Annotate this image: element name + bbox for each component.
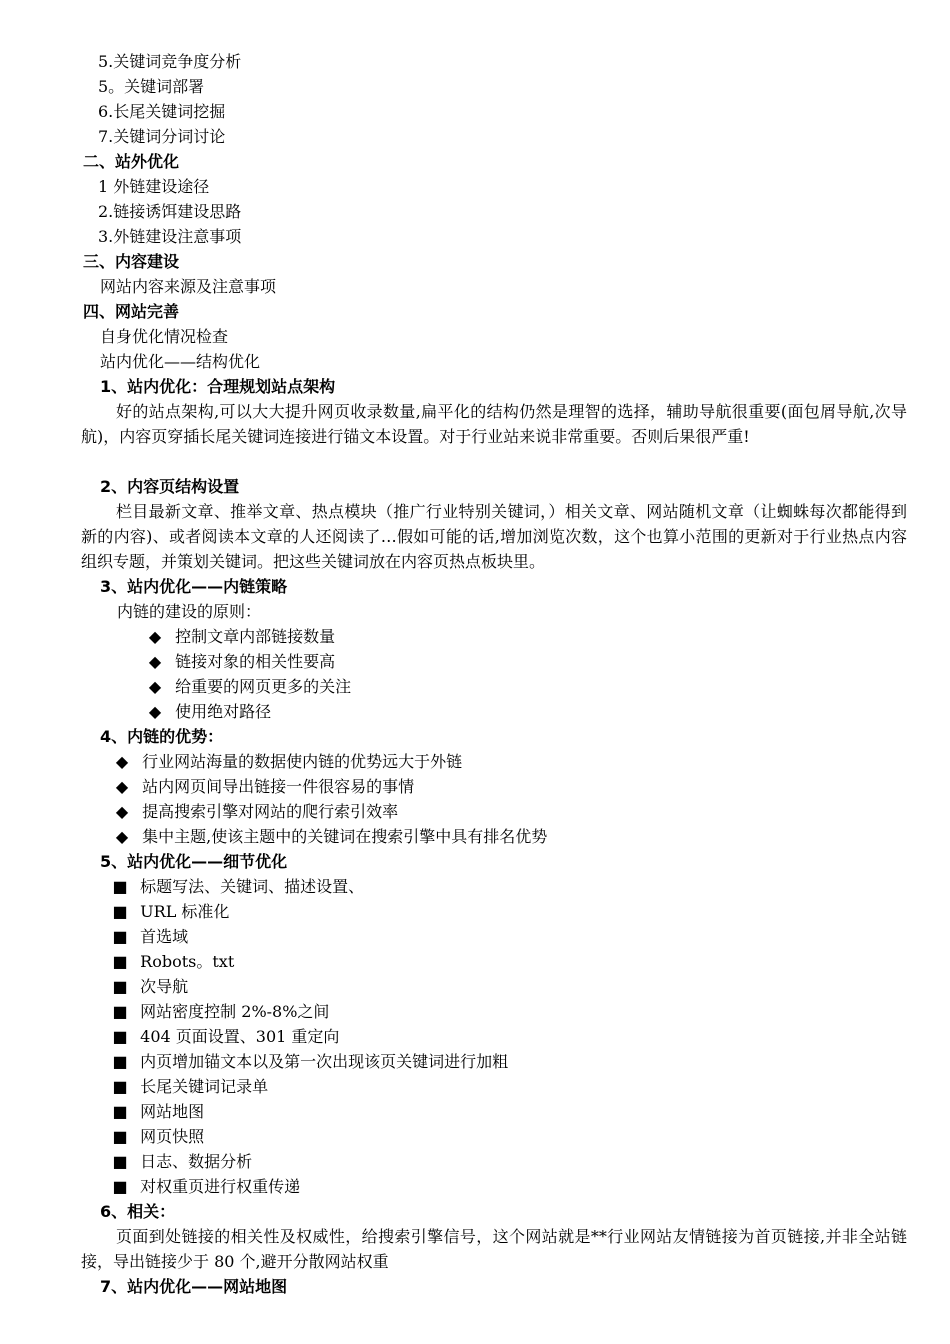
diamond-bullet-icon: ◆ xyxy=(148,677,162,696)
square-bullet-icon: ■ xyxy=(112,1002,128,1021)
section-heading: 四、网站完善 xyxy=(83,302,180,321)
list-item: 站内优化——结构优化 xyxy=(100,352,261,371)
bullet-text: Robots。txt xyxy=(140,952,235,971)
bullet-text: 网站密度控制 2%-8%之间 xyxy=(140,1002,330,1021)
square-bullet-icon: ■ xyxy=(112,1152,128,1171)
section-heading: 三、内容建设 xyxy=(83,252,180,271)
bullet-text: 首选域 xyxy=(140,927,189,946)
square-bullet-icon: ■ xyxy=(112,1127,128,1146)
bullet-item xyxy=(110,924,188,949)
square-bullet-icon: ■ xyxy=(112,1077,128,1096)
bullet-item xyxy=(110,1174,300,1199)
bullet-text: 长尾关键词记录单 xyxy=(140,1077,269,1096)
diamond-bullet-icon: ◆ xyxy=(115,777,129,796)
bullet-item xyxy=(110,1024,339,1049)
bullet-text: 网站地图 xyxy=(140,1102,205,1121)
bullet-item xyxy=(112,774,414,799)
bullet-item xyxy=(110,949,234,974)
bullet-text: 次导航 xyxy=(140,977,189,996)
subsection-heading: 3、站内优化——内链策略 xyxy=(100,577,288,596)
list-item: 7.关键词分词讨论 xyxy=(98,127,226,146)
list-item: 2.链接诱饵建设思路 xyxy=(98,202,242,221)
bullet-text: 内页增加锚文本以及第一次出现该页关键词进行加粗 xyxy=(140,1052,509,1071)
diamond-bullet-icon: ◆ xyxy=(148,627,162,646)
list-item: 5.关键词竞争度分析 xyxy=(98,52,242,71)
bullet-text: URL 标准化 xyxy=(140,902,230,921)
bullet-text: 404 页面设置、301 重定向 xyxy=(140,1027,340,1046)
bullet-item xyxy=(110,1074,268,1099)
bullet-item xyxy=(110,874,364,899)
square-bullet-icon: ■ xyxy=(112,902,128,921)
bullet-text: 使用绝对路径 xyxy=(175,702,272,721)
bullet-text: 站内网页间导出链接一件很容易的事情 xyxy=(142,777,415,796)
bullet-item xyxy=(145,649,335,674)
square-bullet-icon: ■ xyxy=(112,927,128,946)
square-bullet-icon: ■ xyxy=(112,952,128,971)
bullet-item xyxy=(112,824,547,849)
subsection-heading: 4、内链的优势： xyxy=(100,727,224,746)
bullet-item xyxy=(110,1049,508,1074)
bullet-text: 标题写法、关键词、描述设置、 xyxy=(140,877,365,896)
subsection-heading: 2、内容页结构设置 xyxy=(100,477,240,496)
bullet-item xyxy=(110,899,229,924)
diamond-bullet-icon: ◆ xyxy=(115,802,129,821)
bullet-text: 控制文章内部链接数量 xyxy=(175,627,336,646)
bullet-item xyxy=(145,674,351,699)
list-item: 6.长尾关键词挖掘 xyxy=(98,102,226,121)
list-item: 1 外链建设途径 xyxy=(98,177,210,196)
diamond-bullet-icon: ◆ xyxy=(115,827,129,846)
list-item: 网站内容来源及注意事项 xyxy=(100,277,277,296)
bullet-item xyxy=(110,1124,204,1149)
square-bullet-icon: ■ xyxy=(112,1177,128,1196)
diamond-bullet-icon: ◆ xyxy=(148,702,162,721)
section-heading: 二、站外优化 xyxy=(83,152,180,171)
bullet-item xyxy=(110,1149,252,1174)
bullet-item xyxy=(110,999,329,1024)
subsection-heading: 6、相关： xyxy=(100,1202,176,1221)
bullet-text: 网页快照 xyxy=(140,1127,205,1146)
paragraph: 页面到处链接的相关性及权威性，给搜索引擎信号，这个网站就是**行业网站友情链接为首页链接,并非全站链接，导出链接少于 80 个,避开分散网站权重 xyxy=(81,1227,907,1271)
square-bullet-icon: ■ xyxy=(112,977,128,996)
bullet-text: 集中主题,使该主题中的关键词在搜索引擎中具有排名优势 xyxy=(142,827,548,846)
bullet-item xyxy=(145,699,271,724)
bullet-text: 提高搜索引擎对网站的爬行索引效率 xyxy=(142,802,399,821)
bullet-item xyxy=(110,974,188,999)
bullet-text: 日志、数据分析 xyxy=(140,1152,253,1171)
bullet-text: 链接对象的相关性要高 xyxy=(175,652,336,671)
subsection-heading: 5、站内优化——细节优化 xyxy=(100,852,288,871)
square-bullet-icon: ■ xyxy=(112,1052,128,1071)
list-item: 3.外链建设注意事项 xyxy=(98,227,242,246)
bullet-item xyxy=(145,624,335,649)
bullet-text: 对权重页进行权重传递 xyxy=(140,1177,301,1196)
diamond-bullet-icon: ◆ xyxy=(148,652,162,671)
bullet-item xyxy=(112,799,398,824)
paragraph: 好的站点架构,可以大大提升网页收录数量,扁平化的结构仍然是理智的选择，辅助导航很重要(面包屑导航,次导航)，内容页穿插长尾关键词连接进行锚文本设置。对于行业站来说非常重要。否则后果很严重! xyxy=(81,402,907,446)
bullet-item xyxy=(112,749,462,774)
paragraph: 栏目最新文章、推举文章、热点模块（推广行业特别关键词，）相关文章、网站随机文章（让蜘蛛每次都能得到新的内容)、或者阅读本文章的人还阅读了…假如可能的话,增加浏览次数，这个也算小范围的更新对于行业热点内容组织专题，并策划关键词。把这些关键词放在内容页热点板块里。 xyxy=(81,502,907,571)
square-bullet-icon: ■ xyxy=(112,1102,128,1121)
bullet-text: 给重要的网页更多的关注 xyxy=(175,677,352,696)
bullet-text: 行业网站海量的数据使内链的优势远大于外链 xyxy=(142,752,463,771)
subsection-heading: 1、站内优化：合理规划站点架构 xyxy=(100,377,336,396)
subsection-heading: 7、站内优化——网站地图 xyxy=(100,1277,288,1296)
list-item: 自身优化情况检查 xyxy=(100,327,229,346)
list-item: 5。关键词部署 xyxy=(98,77,205,96)
list-intro: 内链的建设的原则： xyxy=(117,602,262,621)
diamond-bullet-icon: ◆ xyxy=(115,752,129,771)
bullet-item xyxy=(110,1099,204,1124)
square-bullet-icon: ■ xyxy=(112,1027,128,1046)
square-bullet-icon: ■ xyxy=(112,877,128,896)
